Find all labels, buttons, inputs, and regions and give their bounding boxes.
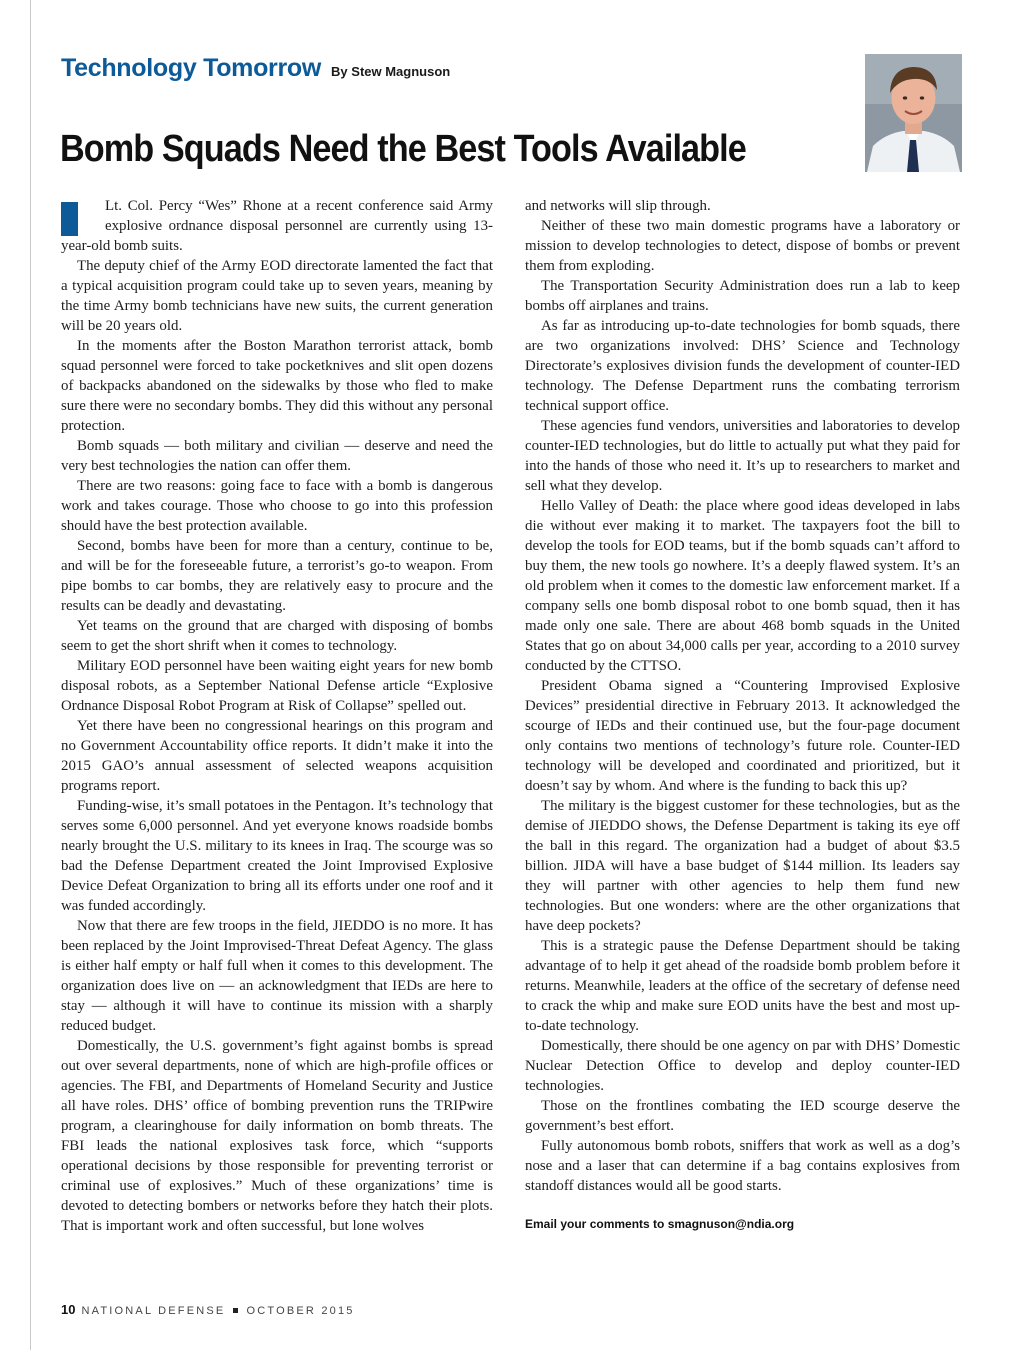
paragraph: Neither of these two main domestic programs have a laboratory or mission to develop technologies to detect, dispose of bombs or prevent them from exploding. [525, 218, 960, 274]
paragraph-continued: and networks will slip through. [525, 198, 711, 214]
paragraph: Yet teams on the ground that are charged with disposing of bombs seem to get the short shrift when it comes to technology. [61, 618, 493, 654]
article-column-left [61, 196, 493, 1236]
paragraph: Domestically, there should be one agency on par with DHS’ Domestic Nuclear Detection Office to develop and deploy counter-IED technologies. [525, 1038, 960, 1094]
paragraph: Military EOD personnel have been waiting eight years for new bomb disposal robots, as a September National Defense article “Explosive Ordnance Disposal Robot Program at Risk of Collapse” spelled out. [61, 658, 493, 714]
paragraph: Fully autonomous bomb robots, sniffers that work as well as a dog’s nose and a laser that can determine if a bag contains explosives from standoff distances would all be good starts. [525, 1138, 960, 1194]
email-comments-line: Email your comments to smagnuson@ndia.org [525, 1217, 795, 1231]
paragraph: Those on the frontlines combating the IED scourge deserve the government’s best effort. [525, 1098, 960, 1134]
paragraph: The deputy chief of the Army EOD directorate lamented the fact that a typical acquisition program could take up to seven years, meaning by the time Army bomb technicians have new suits, the current generation will be 20 years old. [61, 258, 493, 334]
byline: By Stew Magnuson [331, 64, 451, 79]
paragraph: Yet there have been no congressional hearings on this program and no Government Accountability office reports. It didn’t make it into the 2015 GAO’s annual assessment of selected weapons acquisition programs report. [61, 718, 493, 794]
page-edge-line [30, 0, 31, 1350]
paragraph: There are two reasons: going face to face with a bomb is dangerous work and takes courage. Those who choose to go into this profession should have the best protection available. [61, 478, 493, 534]
paragraph: These agencies fund vendors, universities and laboratories to develop counter-IED technologies, but do little to actually put what they paid for into the hands of those who need it. It’s up to researchers to market and sell what they develop. [525, 418, 960, 494]
publication-name: NATIONAL DEFENSE [81, 1305, 226, 1317]
column-header [61, 54, 450, 83]
article-headline: Bomb Squads Need the Best Tools Available [60, 128, 746, 170]
section-title: Technology Tomorrow [61, 54, 322, 82]
paragraph: Second, bombs have been for more than a century, continue to be, and will be for the foreseeable future, a terrorist’s go-to weapon. From pipe bombs to car bombs, they are relatively easy to procure and the results can be deadly and devastating. [61, 538, 493, 614]
page-footer [61, 1302, 355, 1317]
lead-paragraph [61, 196, 493, 256]
drop-cap-square [61, 202, 78, 236]
paragraph: Domestically, the U.S. government’s fight against bombs is spread out over several departments, none of which are high-profile offices or agencies. The FBI, and Departments of Homeland Security and Justice all have roles. DHS’ office of bombing prevention runs the TRIPwire program, a clearinghouse for daily information on bomb threats. The FBI leads the national explosives task force, which “supports operational decisions by those responsible for preventing terrorist or criminal use of explosives.” Much of these organizations’ time is devoted to detecting bombers or networks before they hatch their plots. That is important work and often successful, but lone wolves [61, 1038, 493, 1234]
page-number: 10 [61, 1302, 76, 1317]
paragraph: The Transportation Security Administration does run a lab to keep bombs off airplanes and trains. [525, 278, 960, 314]
paragraph: Now that there are few troops in the field, JIEDDO is no more. It has been replaced by the Joint Improvised-Threat Defeat Agency. The glass is either half empty or half full when it comes to this development. The organization does live on — an acknowledgment that IEDs are here to stay — although it will have to continue its mission with a sharply reduced budget. [61, 918, 493, 1034]
paragraph: As far as introducing up-to-date technologies for bomb squads, there are two organizations involved: DHS’ Science and Technology Directorate’s explosives division funds the development of counter-IED technology. The Defense Department runs the combating terrorism technical support office. [525, 318, 960, 414]
lead-paragraph-text: Lt. Col. Percy “Wes” Rhone at a recent conference said Army explosive ordnance disposal personnel are currently using 13-year-old bomb suits. [61, 198, 493, 254]
paragraph: In the moments after the Boston Marathon terrorist attack, bomb squad personnel were forced to take pocketknives and slit open dozens of backpacks abandoned on the sidewalks by those who fled to make sure there were no secondary bombs. They did this without any personal protection. [61, 338, 493, 434]
portrait-icon [865, 54, 962, 172]
paragraph: The military is the biggest customer for these technologies, but as the demise of JIEDDO shows, the Defense Department is taking its eye off the ball in this regard. The organization had a budget of about $3.5 billion. JIDA will have a base budget of $144 million. Its leaders say they will partner with other agencies to help them fund new technologies. But one wonders: where are the other organizations that have deep pockets? [525, 798, 960, 934]
paragraph: Bomb squads — both military and civilian — deserve and need the very best technologies the nation can offer them. [61, 438, 493, 474]
paragraph: President Obama signed a “Countering Improvised Explosive Devices” presidential directive in February 2013. It acknowledged the scourge of IEDs and their continued use, but the four-page document only contains two mentions of technology’s future role. Counter-IED technology will be developed and coordinated and prioritized, but it doesn’t say by whom. And where is the funding to back this up? [525, 678, 960, 794]
author-photo [865, 54, 962, 172]
issue-date: OCTOBER 2015 [246, 1305, 355, 1317]
bullet-separator-icon [233, 1308, 238, 1313]
article-column-right [525, 196, 960, 1232]
paragraph: Funding-wise, it’s small potatoes in the Pentagon. It’s technology that serves some 6,000 personnel. And yet everyone knows roadside bombs nearly brought the U.S. military to its knees in Iraq. The scourge was so bad the Defense Department created the Joint Improvised Explosive Device Defeat Organization to bring all its efforts under one roof and it was funded accordingly. [61, 798, 493, 914]
paragraph: This is a strategic pause the Defense Department should be taking advantage of to help it get ahead of the roadside bomb problem before it returns. Meanwhile, leaders at the office of the secretary of defense need to crack the whip and make sure EOD units have the best and most up-to-date technology. [525, 938, 960, 1034]
paragraph: Hello Valley of Death: the place where good ideas developed in labs die without ever making it to market. The taxpayers foot the bill to develop the tools for EOD teams, but if the bomb squads can’t afford to buy them, the new tools go nowhere. It’s a deeply flawed system. It’s an old problem when it comes to the domestic law enforcement market. If a company sells one bomb disposal robot to one bomb squad, then it has made only one sale. There are about 468 bomb squads in the United States that go on about 34,000 calls per year, according to a 2010 survey conducted by the CTTSO. [525, 498, 960, 674]
